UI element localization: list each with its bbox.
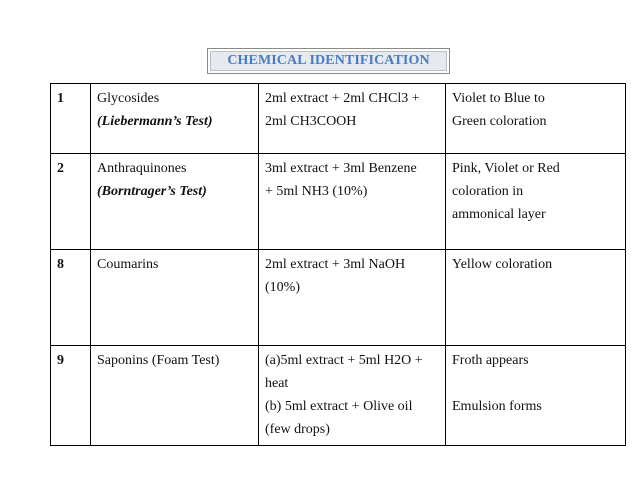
procedure-line: 3ml extract + 3ml Benzene — [265, 161, 417, 176]
compound-name: Coumarins — [97, 257, 159, 272]
test-name-cell — [91, 346, 259, 446]
test-name: (Borntrager’s Test) — [97, 184, 207, 199]
procedure-cell — [259, 154, 446, 250]
procedure-line: (b) 5ml extract + Olive oil — [265, 399, 413, 414]
procedure-line: (a)5ml extract + 5ml H2O + — [265, 353, 423, 368]
result-line: Yellow coloration — [452, 257, 553, 272]
result-line: Froth appears — [452, 353, 529, 368]
result-line — [452, 372, 619, 395]
table-row — [51, 346, 626, 446]
compound-name: Saponins (Foam Test) — [97, 353, 220, 368]
row-number: 1 — [51, 84, 91, 154]
result-cell — [446, 346, 626, 446]
procedure-line: 2ml extract + 3ml NaOH — [265, 257, 406, 272]
procedure-line: heat — [265, 376, 289, 391]
result-line: ammonical layer — [452, 207, 546, 222]
compound-name: Anthraquinones — [97, 161, 187, 176]
procedure-line: 2ml CH3COOH — [265, 114, 357, 129]
test-name-cell — [91, 250, 259, 346]
result-line: Violet to Blue to — [452, 91, 545, 106]
row-number: 2 — [51, 154, 91, 250]
table-row — [51, 84, 626, 154]
section-title-box — [207, 48, 450, 74]
result-cell — [446, 154, 626, 250]
result-line: Green coloration — [452, 114, 547, 129]
test-name-cell — [91, 154, 259, 250]
procedure-line: 2ml extract + 2ml CHCl3 + — [265, 91, 420, 106]
compound-name: Glycosides — [97, 91, 160, 106]
chemical-identification-table — [50, 83, 626, 446]
procedure-cell — [259, 250, 446, 346]
section-title: CHEMICAL IDENTIFICATION — [227, 53, 430, 68]
procedure-line: (few drops) — [265, 422, 330, 437]
test-name-cell — [91, 84, 259, 154]
result-line: coloration in — [452, 184, 524, 199]
test-name: (Liebermann’s Test) — [97, 114, 213, 129]
row-number: 9 — [51, 346, 91, 446]
result-cell — [446, 84, 626, 154]
procedure-cell — [259, 346, 446, 446]
row-number: 8 — [51, 250, 91, 346]
procedure-cell — [259, 84, 446, 154]
procedure-line: (10%) — [265, 280, 300, 295]
table-row — [51, 154, 626, 250]
result-cell — [446, 250, 626, 346]
result-line: Pink, Violet or Red — [452, 161, 560, 176]
result-line: Emulsion forms — [452, 399, 542, 414]
table-row — [51, 250, 626, 346]
procedure-line: + 5ml NH3 (10%) — [265, 184, 368, 199]
